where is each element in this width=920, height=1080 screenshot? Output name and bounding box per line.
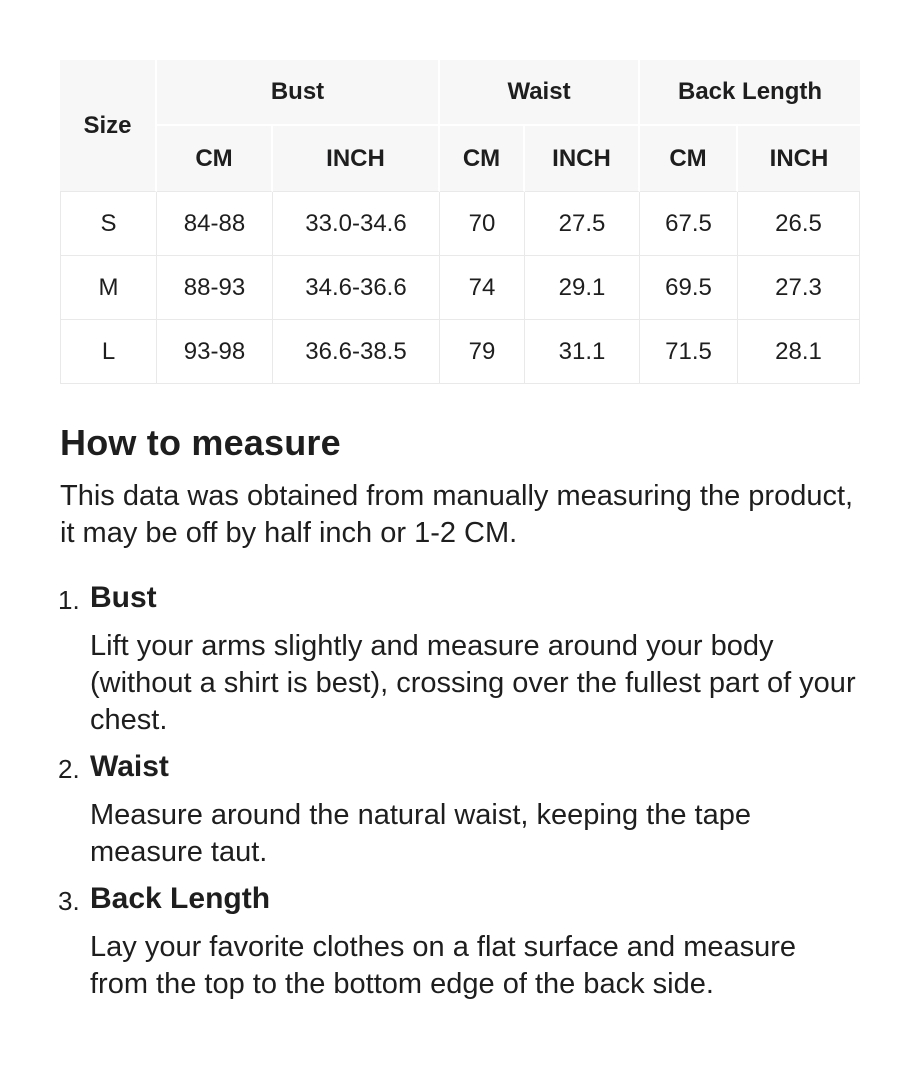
cell-size: L — [60, 320, 157, 384]
column-group-back-length: Back Length — [640, 60, 860, 126]
step-number: 3. — [58, 886, 80, 916]
column-group-bust: Bust — [157, 60, 440, 126]
how-to-measure-intro: This data was obtained from manually measuring the product, it may be off by half inch or 1-2 CM. — [60, 480, 854, 549]
column-header-size: Size — [60, 60, 157, 192]
table-row-size-m — [60, 256, 860, 320]
size-chart-body — [60, 192, 860, 384]
step-description: Lift your arms slightly and measure around your body (without a shirt is best), crossing over the fullest part of your chest. — [90, 630, 856, 736]
how-to-measure-heading: How to measure — [60, 422, 341, 463]
cell-waist-cm: 74 — [440, 256, 525, 320]
cell-waist-inch: 27.5 — [525, 192, 640, 256]
list-item-bust — [60, 578, 860, 739]
column-group-waist: Waist — [440, 60, 640, 126]
cell-bust-cm: 88-93 — [157, 256, 273, 320]
cell-back-inch: 26.5 — [738, 192, 860, 256]
cell-size: S — [60, 192, 157, 256]
list-item-waist — [60, 747, 860, 871]
unit-header-waist-cm: CM — [440, 126, 525, 192]
cell-bust-inch: 34.6-36.6 — [273, 256, 440, 320]
step-description: Measure around the natural waist, keeping the tape measure taut. — [90, 799, 751, 868]
step-description: Lay your favorite clothes on a flat surface and measure from the top to the bottom edge of the back side. — [90, 931, 797, 1000]
cell-size: M — [60, 256, 157, 320]
unit-header-back-cm: CM — [640, 126, 738, 192]
cell-back-inch: 27.3 — [738, 256, 860, 320]
step-number: 1. — [58, 585, 80, 615]
cell-waist-cm: 79 — [440, 320, 525, 384]
measure-steps-list — [60, 578, 860, 1003]
unit-header-bust-cm: CM — [157, 126, 273, 192]
cell-back-cm: 67.5 — [640, 192, 738, 256]
cell-bust-inch: 33.0-34.6 — [273, 192, 440, 256]
cell-back-cm: 71.5 — [640, 320, 738, 384]
unit-header-waist-inch: INCH — [525, 126, 640, 192]
step-number: 2. — [58, 754, 80, 784]
cell-bust-cm: 84-88 — [157, 192, 273, 256]
list-item-back-length — [60, 879, 860, 1003]
cell-back-cm: 69.5 — [640, 256, 738, 320]
cell-waist-inch: 29.1 — [525, 256, 640, 320]
cell-back-inch: 28.1 — [738, 320, 860, 384]
cell-waist-cm: 70 — [440, 192, 525, 256]
cell-bust-cm: 93-98 — [157, 320, 273, 384]
table-row-size-s — [60, 192, 860, 256]
table-row-size-l — [60, 320, 860, 384]
step-title: Waist — [90, 750, 169, 783]
cell-waist-inch: 31.1 — [525, 320, 640, 384]
step-title: Bust — [90, 581, 157, 614]
cell-bust-inch: 36.6-38.5 — [273, 320, 440, 384]
step-title: Back Length — [90, 882, 271, 915]
size-chart-header — [60, 60, 860, 192]
unit-header-back-inch: INCH — [738, 126, 860, 192]
unit-header-bust-inch: INCH — [273, 126, 440, 192]
size-chart-table — [60, 60, 860, 384]
